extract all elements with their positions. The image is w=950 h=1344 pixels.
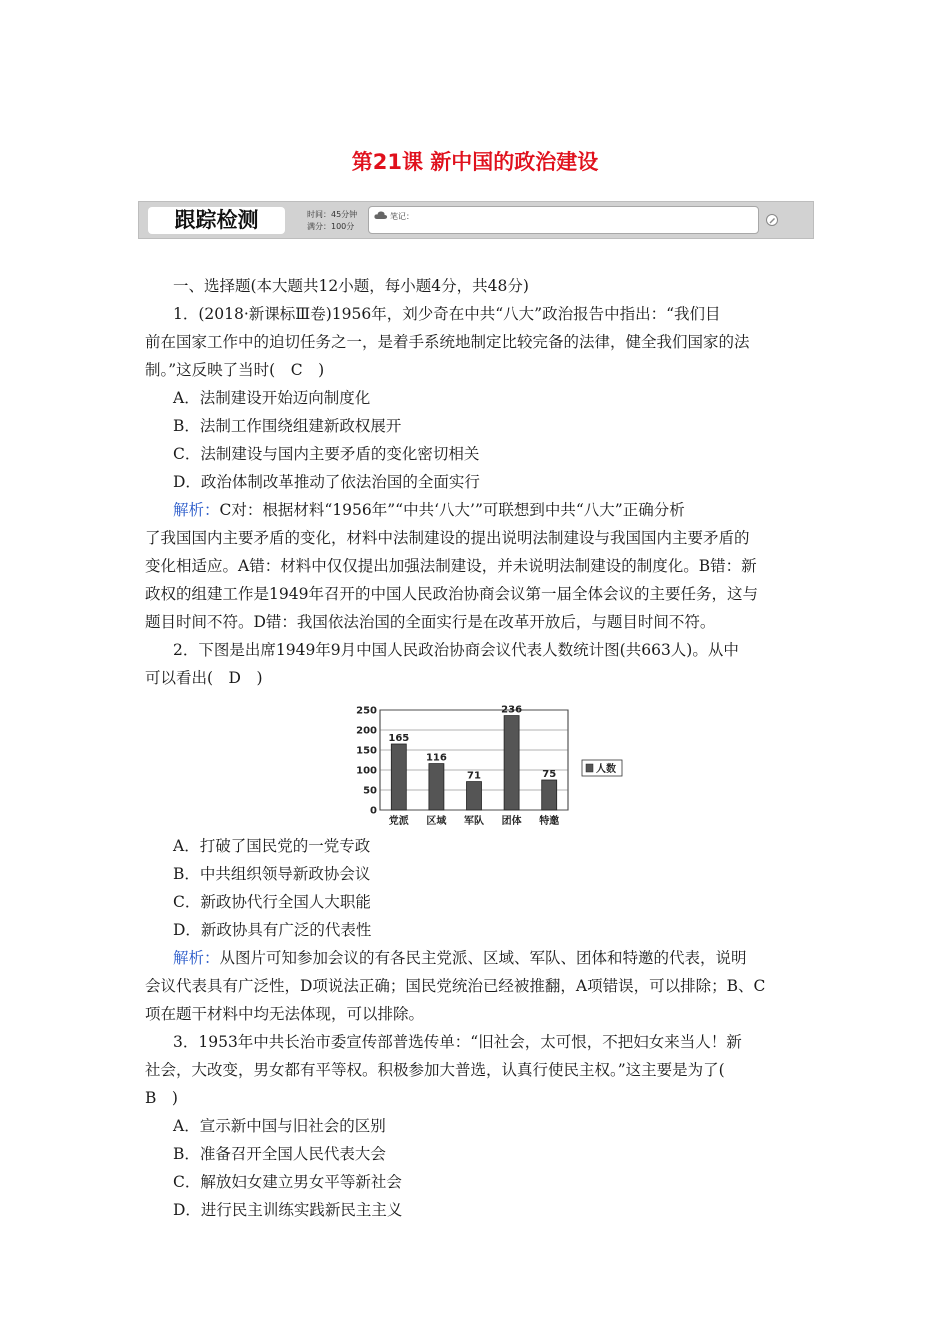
q1-analysis-line-4: 政权的组建工作是1949年召开的中国人民政治协商会议第一届全体会议的主要任务，这与 bbox=[145, 585, 758, 603]
q1-analysis-line-5: 题目时间不符。D错：我国依法治国的全面实行是在改革开放后，与题目时间不符。 bbox=[145, 613, 716, 631]
banner-label: 跟踪检测 bbox=[148, 207, 285, 234]
q1-analysis-label: 解析： bbox=[173, 501, 220, 519]
y-tick-label: 250 bbox=[356, 705, 377, 717]
x-tick-label: 区域 bbox=[426, 816, 447, 827]
page-title: 第21课 新中国的政治建设 bbox=[351, 150, 599, 174]
q3-stem-line-1: 3．1953年中共长治市委宣传部普选传单：“旧社会，太可恨，不把妇女来当人！新 bbox=[173, 1033, 742, 1051]
y-tick-label: 50 bbox=[363, 785, 377, 797]
bar-4 bbox=[542, 780, 557, 810]
q2-analysis-line-3: 项在题干材料中均无法体现，可以排除。 bbox=[145, 1005, 425, 1023]
data-label: 116 bbox=[425, 752, 447, 764]
q1-stem-line-1: 1．(2018·新课标Ⅲ卷)1956年，刘少奇在中共“八大”政治报告中指出：“我们目 bbox=[173, 305, 721, 323]
q1-option-c: C．法制建设与国内主要矛盾的变化密切相关 bbox=[173, 445, 480, 463]
q3-option-c: C．解放妇女建立男女平等新社会 bbox=[173, 1173, 402, 1191]
notes-field[interactable] bbox=[368, 206, 759, 234]
x-tick-label: 团体 bbox=[501, 816, 522, 827]
q1-analysis-line-3: 变化相适应。A错：材料中仅仅提出加强法制建设，并未说明法制建设的制度化。B错：新 bbox=[145, 557, 757, 575]
q3-stem-line-3: B ) bbox=[145, 1089, 178, 1107]
bar-3 bbox=[504, 716, 519, 810]
q2-analysis-label: 解析： bbox=[173, 949, 220, 967]
q1-analysis-text: C对：根据材料“1956年”“中共‘八大’”可联想到中共“八大”正确分析 bbox=[219, 501, 685, 519]
cloud-icon bbox=[374, 210, 388, 220]
y-tick-label: 100 bbox=[356, 765, 377, 777]
q2-stem-line-1: 2．下图是出席1949年9月中国人民政治协商会议代表人数统计图(共663人)。从中 bbox=[173, 641, 739, 659]
delegates-bar-chart bbox=[348, 698, 630, 832]
chart-canvas bbox=[348, 698, 630, 832]
q3-option-a: A．宣示新中国与旧社会的区别 bbox=[173, 1117, 386, 1135]
q3-option-d: D．进行民主训练实践新民主主义 bbox=[173, 1201, 403, 1219]
time-limit: 时间：45分钟 bbox=[307, 210, 358, 219]
full-score: 满分：100分 bbox=[307, 222, 355, 231]
q2-option-a: A．打破了国民党的一党专政 bbox=[173, 837, 371, 855]
data-label: 165 bbox=[388, 733, 410, 744]
tracking-banner bbox=[138, 201, 814, 239]
x-tick-label: 党派 bbox=[388, 816, 409, 827]
q1-option-b: B．法制工作围绕组建新政权展开 bbox=[173, 417, 402, 435]
q1-analysis-line-1 bbox=[173, 500, 685, 520]
pencil-circle-icon[interactable] bbox=[765, 213, 779, 227]
x-tick-label: 军队 bbox=[464, 816, 484, 827]
y-tick-label: 150 bbox=[356, 745, 377, 757]
bar-1 bbox=[429, 764, 444, 810]
q1-stem-line-3: 制。”这反映了当时( C ) bbox=[145, 361, 325, 379]
q3-stem-line-2: 社会，大改变，男女都有平等权。积极参加大普选，认真行使民主权。”这主要是为了( bbox=[145, 1061, 725, 1079]
y-tick-label: 0 bbox=[370, 805, 377, 817]
q2-analysis-line-1 bbox=[173, 948, 747, 968]
data-label: 75 bbox=[542, 769, 557, 780]
x-tick-label: 特邀 bbox=[539, 816, 560, 827]
legend-swatch bbox=[586, 764, 593, 772]
q2-option-d: D．新政协具有广泛的代表性 bbox=[173, 921, 372, 939]
q2-stem-line-2: 可以看出( D ) bbox=[145, 669, 263, 687]
data-label: 71 bbox=[467, 770, 481, 782]
y-tick-label: 200 bbox=[356, 725, 377, 737]
q3-option-b: B．准备召开全国人民代表大会 bbox=[173, 1145, 386, 1163]
q2-analysis-text: 从图片可知参加会议的有各民主党派、区域、军队、团体和特邀的代表，说明 bbox=[219, 949, 747, 967]
q2-option-c: C．新政协代行全国人大职能 bbox=[173, 893, 371, 911]
q1-stem-line-2: 前在国家工作中的迫切任务之一，是着手系统地制定比较完备的法律，健全我们国家的法 bbox=[145, 333, 750, 351]
section-heading: 一、选择题(本大题共12小题，每小题4分，共48分) bbox=[173, 277, 529, 295]
q2-analysis-line-2: 会议代表具有广泛性，D项说法正确；国民党统治已经被推翻，A项错误，可以排除；B、C bbox=[145, 977, 766, 995]
data-label: 236 bbox=[501, 704, 523, 716]
legend-label: 人数 bbox=[596, 764, 616, 775]
bar-2 bbox=[467, 782, 482, 810]
q2-option-b: B．中共组织领导新政协会议 bbox=[173, 865, 371, 883]
banner-meta bbox=[307, 209, 357, 233]
bar-0 bbox=[391, 744, 406, 810]
q1-option-a: A．法制建设开始迈向制度化 bbox=[173, 389, 371, 407]
notes-label: 笔记： bbox=[390, 212, 414, 221]
q1-option-d: D．政治体制改革推动了依法治国的全面实行 bbox=[173, 473, 480, 491]
q1-analysis-line-2: 了我国国内主要矛盾的变化，材料中法制建设的提出说明法制建设与我国国内主要矛盾的 bbox=[145, 529, 750, 547]
